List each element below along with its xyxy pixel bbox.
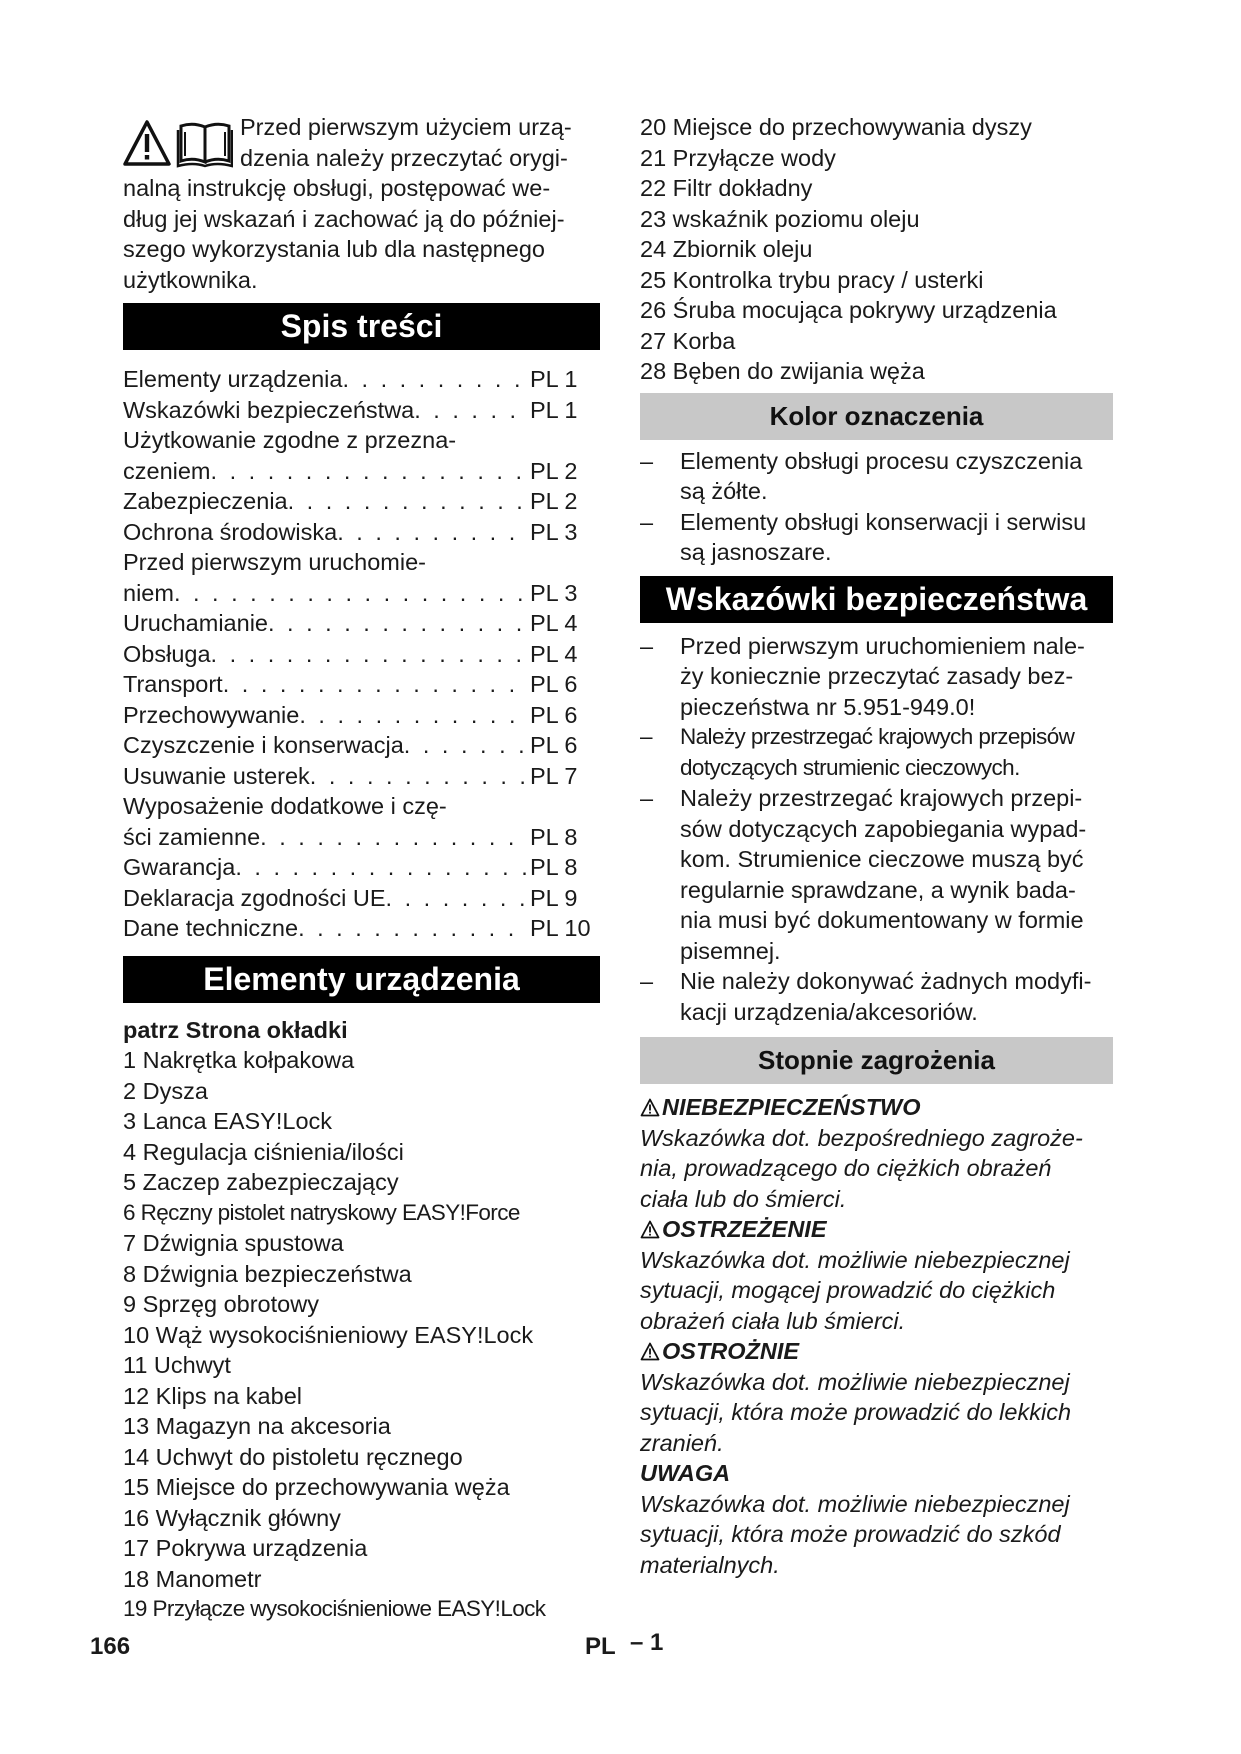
toc-leader-dots xyxy=(404,730,526,761)
toc-entry-title: Ochrona środowiska xyxy=(123,518,338,545)
part-item: 20 Miejsce do przechowywania dyszy xyxy=(640,114,1032,140)
toc-entry-page: PL 9 xyxy=(530,884,578,911)
toc-entry-title: ści zamienne xyxy=(123,823,261,850)
toc-entry[interactable] xyxy=(123,395,600,426)
parts-list-continued xyxy=(640,112,1113,387)
elements-heading: Elementy urządzenia xyxy=(123,956,600,1003)
toc-entry-page: PL 8 xyxy=(530,854,578,880)
part-item: 2 Dysza xyxy=(123,1077,208,1104)
part-item: 21 Przyłącze wody xyxy=(640,144,836,171)
part-item: 15 Miejsce do przechowywania węża xyxy=(123,1474,510,1500)
safety-heading: Wskazówki bezpieczeństwa xyxy=(640,576,1113,623)
text-line: kom. Strumienice cieczowe muszą być xyxy=(680,846,1084,872)
part-item: 23 wskaźnik poziomu oleju xyxy=(640,205,920,232)
text-line: materialnych. xyxy=(640,1551,780,1578)
color-coding-list xyxy=(640,446,1113,568)
toc-entry-title: Usuwanie usterek xyxy=(123,762,310,789)
toc-entry-page: PL 3 xyxy=(530,518,578,545)
intro-line: dzenia należy przeczytać orygi- xyxy=(240,144,568,171)
text-line: są żółte. xyxy=(680,478,768,504)
text-line: sytuacji, która może prowadzić do szkód xyxy=(640,1521,1061,1547)
toc-leader-dots xyxy=(299,700,526,731)
hazard-label-text: NIEBEZPIECZEŃSTWO xyxy=(662,1094,921,1120)
safety-item xyxy=(640,722,1113,783)
part-item: 6 Ręczny pistolet natryskowy EASY!Force xyxy=(123,1199,520,1225)
part-item: 24 Zbiornik oleju xyxy=(640,236,813,262)
left-column xyxy=(123,112,600,1625)
toc-entry-title: Transport xyxy=(123,671,223,697)
part-item: 3 Lanca EASY!Lock xyxy=(123,1108,333,1134)
text-line: – Nie należy dokonywać żadnych modyfi- xyxy=(680,968,1092,994)
hazard-level-danger xyxy=(640,1092,1113,1214)
warning-and-manual-icon xyxy=(123,118,233,170)
toc-entry-continuation[interactable] xyxy=(123,425,600,456)
toc-leader-dots xyxy=(288,486,526,517)
elements-subtitle: patrz Strona okładki xyxy=(123,1016,348,1043)
safety-item xyxy=(640,783,1113,966)
text-line: regularnie sprawdzane, a wynik bada- xyxy=(680,876,1076,903)
table-of-contents xyxy=(123,364,600,944)
hazard-label xyxy=(640,1092,1113,1123)
safety-item xyxy=(640,966,1113,1027)
toc-entry[interactable] xyxy=(123,517,600,548)
part-item: 25 Kontrolka trybu pracy / usterki xyxy=(640,266,984,293)
toc-entry-page: PL 3 xyxy=(530,579,578,606)
text-line: Wskazówka dot. możliwie niebezpiecznej xyxy=(640,1368,1070,1395)
part-item: 7 Dźwignia spustowa xyxy=(123,1230,344,1256)
toc-entry-page: PL 4 xyxy=(530,640,578,667)
intro-line: szego wykorzystania lub dla następnego xyxy=(123,236,545,262)
part-item: 22 Filtr dokładny xyxy=(640,175,813,201)
part-item: 10 Wąż wysokociśnieniowy EASY!Lock xyxy=(123,1321,534,1348)
toc-entry[interactable] xyxy=(123,852,600,883)
text-line: Wskazówka dot. możliwie niebezpiecznej xyxy=(640,1246,1070,1273)
page-number: 166 xyxy=(90,1633,131,1660)
part-item: 8 Dźwignia bezpieczeństwa xyxy=(123,1260,412,1287)
part-item: 4 Regulacja ciśnienia/ilości xyxy=(123,1138,404,1165)
toc-leader-dots xyxy=(174,578,526,609)
hazard-label xyxy=(640,1458,1113,1489)
toc-entry-title: Zabezpieczenia xyxy=(123,488,288,514)
part-item: 28 Bęben do zwijania węża xyxy=(640,358,925,384)
part-item: 9 Sprzęg obrotowy xyxy=(123,1291,319,1317)
toc-entry-title: niem xyxy=(123,579,174,606)
toc-leader-dots xyxy=(337,517,526,548)
toc-entry-title: czeniem xyxy=(123,457,211,484)
hazard-label-text: OSTROŻNIE xyxy=(662,1338,800,1364)
part-item: 14 Uchwyt do pistoletu ręcznego xyxy=(123,1443,463,1470)
text-line: dotyczących strumienic cieczowych. xyxy=(680,754,1020,780)
toc-heading: Spis treści xyxy=(123,303,600,350)
hazard-level-warning xyxy=(640,1214,1113,1336)
toc-entry-page: PL 2 xyxy=(530,457,578,484)
text-line: sytuacji, która może prowadzić do lekkich xyxy=(640,1399,1072,1425)
toc-entry[interactable] xyxy=(123,608,600,639)
hazard-level-notice xyxy=(640,1458,1113,1580)
part-item: 5 Zaczep zabezpieczający xyxy=(123,1169,399,1195)
toc-leader-dots xyxy=(260,822,526,853)
toc-entry[interactable] xyxy=(123,883,600,914)
toc-entry-page: PL 1 xyxy=(530,366,578,392)
text-line: – Elementy obsługi procesu czyszczenia xyxy=(680,447,1083,474)
part-item: 19 Przyłącze wysokociśnieniowe EASY!Lock xyxy=(123,1596,546,1621)
right-column xyxy=(640,112,1113,1580)
toc-leader-dots xyxy=(211,456,526,487)
intro-line: użytkownika. xyxy=(123,266,258,293)
toc-entry-title: Gwarancja xyxy=(123,854,236,880)
text-line: ciała lub do śmierci. xyxy=(640,1185,847,1212)
hazard-label-text: UWAGA xyxy=(640,1460,731,1486)
toc-entry-page: PL 8 xyxy=(530,823,578,850)
warning-triangle-icon xyxy=(640,1098,660,1117)
toc-entry-page: PL 6 xyxy=(530,671,578,697)
toc-entry-continuation[interactable] xyxy=(123,547,600,578)
open-book-icon xyxy=(178,124,232,166)
toc-entry-pre: Użytkowanie zgodne z przezna- xyxy=(123,427,457,453)
toc-entry[interactable] xyxy=(123,822,600,853)
intro-notice xyxy=(123,112,600,295)
warning-triangle-icon xyxy=(640,1220,660,1239)
toc-entry-title: Czyszczenie i konserwacja xyxy=(123,732,404,758)
toc-entry-page: PL 6 xyxy=(530,701,578,728)
toc-entry[interactable] xyxy=(123,913,600,944)
intro-line: Przed pierwszym użyciem urzą- xyxy=(240,114,572,140)
footer-language: PL xyxy=(585,1633,616,1660)
intro-line: dług jej wskazań i zachować ją do później- xyxy=(123,205,565,232)
text-line: – Należy przestrzegać krajowych przepi- xyxy=(680,785,1083,811)
toc-entry[interactable] xyxy=(123,486,600,517)
toc-entry-title: Obsługa xyxy=(123,640,211,667)
text-line: ży koniecznie przeczytać zasady bez- xyxy=(680,663,1074,689)
hazard-level-caution xyxy=(640,1336,1113,1458)
toc-leader-dots xyxy=(235,852,526,883)
warning-triangle-icon xyxy=(125,122,169,164)
text-line: sów dotyczących zapobiegania wypad- xyxy=(680,815,1087,842)
toc-entry-title: Wskazówki bezpieczeństwa xyxy=(123,396,415,423)
text-line: Wskazówka dot. bezpośredniego zagroże- xyxy=(640,1124,1083,1151)
toc-entry[interactable] xyxy=(123,700,600,731)
text-line: nia, prowadzącego do ciężkich obrażeń xyxy=(640,1155,1052,1181)
part-item: 16 Wyłącznik główny xyxy=(123,1504,341,1531)
color-coding-heading: Kolor oznaczenia xyxy=(640,393,1113,440)
toc-entry[interactable] xyxy=(123,578,600,609)
toc-entry-title: Deklaracja zgodności UE xyxy=(123,884,386,911)
part-item: 18 Manometr xyxy=(123,1565,262,1592)
footer-section-page: – 1 xyxy=(630,1629,664,1656)
text-line: – Elementy obsługi konserwacji i serwisu xyxy=(680,508,1087,535)
toc-entry-title: Uruchamianie xyxy=(123,610,268,636)
toc-entry[interactable] xyxy=(123,639,600,670)
part-item: 17 Pokrywa urządzenia xyxy=(123,1535,368,1561)
color-coding-item xyxy=(640,507,1113,568)
toc-entry-page: PL 6 xyxy=(530,732,578,758)
text-line: są jasnoszare. xyxy=(680,539,832,565)
toc-leader-dots xyxy=(414,395,526,426)
toc-leader-dots xyxy=(268,608,526,639)
toc-leader-dots xyxy=(310,761,526,792)
text-line: nia musi być dokumentowany w formie xyxy=(680,907,1084,933)
text-line: kacji urządzenia/akcesoriów. xyxy=(680,998,978,1025)
toc-leader-dots xyxy=(386,883,526,914)
toc-entry-pre: Wyposażenie dodatkowe i czę- xyxy=(123,793,447,819)
intro-line: nalną instrukcję obsługi, postępować we- xyxy=(123,175,551,201)
part-item: 26 Śruba mocująca pokrywy urządzenia xyxy=(640,297,1057,323)
toc-entry-pre: Przed pierwszym uruchomie- xyxy=(123,549,426,575)
part-item: 13 Magazyn na akcesoria xyxy=(123,1413,391,1439)
hazard-label xyxy=(640,1336,1113,1367)
toc-entry[interactable] xyxy=(123,730,600,761)
text-line: Wskazówka dot. możliwie niebezpiecznej xyxy=(640,1490,1070,1517)
text-line: – Należy przestrzegać krajowych przepisów xyxy=(680,724,1075,749)
safety-list xyxy=(640,631,1113,1028)
toc-entry-page: PL 4 xyxy=(530,610,578,636)
hazard-levels-heading: Stopnie zagrożenia xyxy=(640,1037,1113,1084)
toc-entry-title: Przechowywanie xyxy=(123,701,300,728)
text-line: pisemnej. xyxy=(680,937,781,964)
color-coding-item xyxy=(640,446,1113,507)
toc-entry-title: Elementy urządzenia xyxy=(123,366,343,392)
toc-entry[interactable] xyxy=(123,456,600,487)
toc-entry-page: PL 10 xyxy=(530,915,591,941)
part-item: 1 Nakrętka kołpakowa xyxy=(123,1047,355,1073)
toc-leader-dots xyxy=(342,364,526,395)
part-item: 27 Korba xyxy=(640,327,736,354)
toc-entry-title: Dane techniczne xyxy=(123,915,299,941)
toc-leader-dots xyxy=(298,913,526,944)
text-line: zranień. xyxy=(640,1429,724,1456)
part-item: 11 Uchwyt xyxy=(123,1352,231,1378)
toc-entry-page: PL 7 xyxy=(530,762,578,789)
toc-entry[interactable] xyxy=(123,364,600,395)
toc-leader-dots xyxy=(211,639,526,670)
safety-item xyxy=(640,631,1113,723)
toc-entry-page: PL 1 xyxy=(530,396,578,423)
hazard-label-text: OSTRZEŻENIE xyxy=(662,1216,827,1242)
text-line: – Przed pierwszym uruchomieniem nale- xyxy=(680,632,1085,659)
warning-triangle-icon xyxy=(640,1342,660,1361)
toc-entry[interactable] xyxy=(123,761,600,792)
text-line: obrażeń ciała lub śmierci. xyxy=(640,1307,906,1334)
parts-list xyxy=(123,1045,600,1625)
toc-entry[interactable] xyxy=(123,669,600,700)
text-line: pieczeństwa nr 5.951-949.0! xyxy=(680,693,976,720)
toc-leader-dots xyxy=(223,669,526,700)
toc-entry-continuation[interactable] xyxy=(123,791,600,822)
hazard-label xyxy=(640,1214,1113,1245)
text-line: sytuacji, mogącej prowadzić do ciężkich xyxy=(640,1277,1056,1303)
toc-entry-page: PL 2 xyxy=(530,488,578,514)
part-item: 12 Klips na kabel xyxy=(123,1382,302,1409)
